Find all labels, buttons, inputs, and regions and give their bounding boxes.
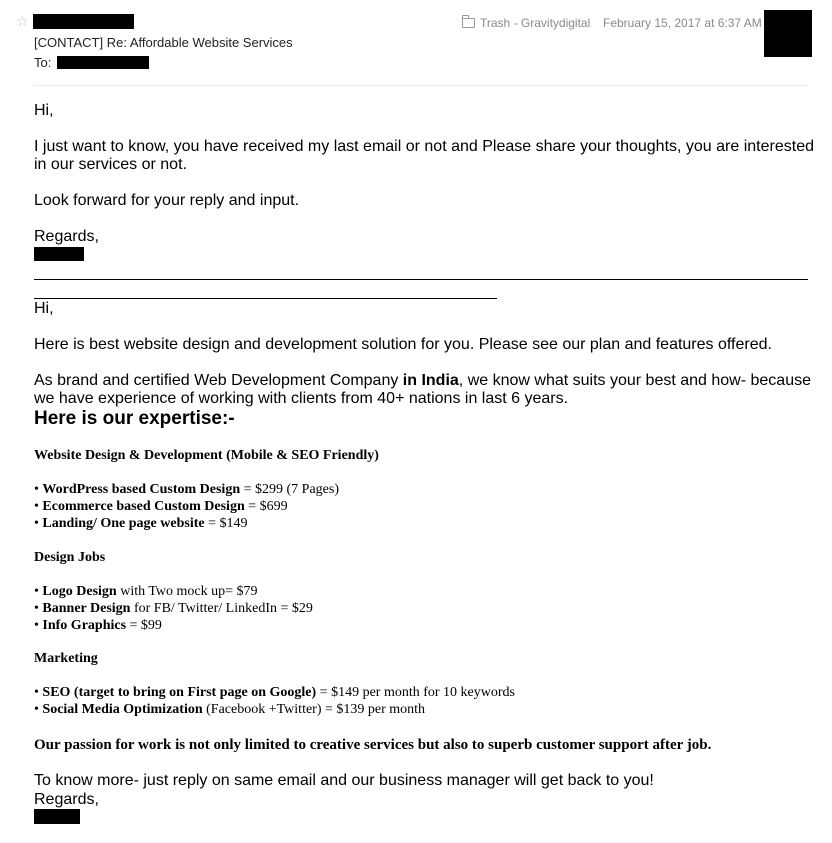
- sender-avatar-redacted: [764, 10, 812, 57]
- separator-line: [34, 279, 808, 280]
- item-price: = $149 per month for 10 keywords: [316, 685, 515, 700]
- item-name: Ecommerce based Custom Design: [42, 499, 245, 514]
- list-item: [34, 481, 816, 498]
- item-price: = $99: [126, 618, 162, 633]
- bullet: •: [34, 618, 39, 633]
- bullet: •: [34, 584, 39, 599]
- folder-icon: [462, 18, 475, 28]
- item-price: = $299 (7 Pages): [240, 482, 339, 497]
- item-name: Banner Design: [42, 601, 131, 616]
- section-title-web-design: Website Design & Development (Mobile & SEO Friendly): [34, 448, 379, 463]
- recipient-redacted: [57, 56, 149, 69]
- bullet: •: [34, 482, 39, 497]
- item-price: = $149: [204, 516, 248, 531]
- reply-signature-redacted: [34, 247, 84, 261]
- list-item: [34, 515, 816, 532]
- original-signoff: Regards,: [34, 791, 99, 808]
- bullet: •: [34, 601, 39, 616]
- brand-text-bold: in India: [402, 372, 459, 389]
- section-title-marketing: Marketing: [34, 651, 98, 666]
- reply-paragraph-2: Look forward for your reply and input.: [34, 192, 300, 209]
- message-header: [0, 0, 832, 86]
- original-signature-redacted: [34, 809, 80, 824]
- item-name: WordPress based Custom Design: [42, 482, 241, 497]
- brand-text-prefix: As brand and certified Web Development Company: [34, 372, 403, 389]
- star-icon[interactable]: ☆: [16, 13, 29, 29]
- item-price: for FB/ Twitter/ LinkedIn = $29: [130, 601, 313, 616]
- original-intro: Here is best website design and development solution for you. Please see our plan and features offered.: [34, 336, 772, 353]
- item-price: = $699: [244, 499, 288, 514]
- sender-name-redacted: [33, 14, 134, 29]
- reply-paragraph-1: I just want to know, you have received my last email or not and Please share your thoughts, you are interested in our services or not.: [34, 138, 814, 173]
- bullet: •: [34, 516, 39, 531]
- passion-statement: Our passion for work is not only limited to creative services but also to superb customer support after job.: [34, 737, 712, 753]
- section-title-design-jobs: Design Jobs: [34, 550, 106, 565]
- header-divider: [34, 85, 808, 86]
- closing-text: To know more- just reply on same email and our business manager will get back to you!: [34, 772, 654, 789]
- item-name: Info Graphics: [42, 618, 127, 633]
- email-subject: [CONTACT] Re: Affordable Website Services: [34, 35, 293, 50]
- item-name: Logo Design: [42, 584, 117, 599]
- item-name: SEO (target to bring on First page on Google): [42, 685, 317, 700]
- to-label: To:: [34, 55, 52, 70]
- mailbox-location[interactable]: [462, 15, 590, 31]
- item-price: with Two mock up= $79: [116, 584, 258, 599]
- list-item: [34, 701, 816, 718]
- original-brand-paragraph: [34, 372, 816, 408]
- bullet: •: [34, 499, 39, 514]
- email-date: February 15, 2017 at 6:37 AM: [603, 16, 762, 30]
- list-item: [34, 498, 816, 515]
- mailbox-label: Trash - Gravitydigital: [480, 16, 591, 30]
- bullet: •: [34, 702, 39, 717]
- bullet: •: [34, 685, 39, 700]
- separator-line-short: [34, 298, 497, 299]
- reply-greeting: Hi,: [34, 102, 54, 119]
- original-greeting: Hi,: [34, 300, 54, 317]
- item-name: Social Media Optimization: [42, 702, 203, 717]
- list-item: [34, 617, 816, 634]
- expertise-heading: Here is our expertise:-: [34, 408, 235, 429]
- item-name: Landing/ One page website: [42, 516, 205, 531]
- brand-text-suffix: , we know what suits your best and how- because we have experience of working with clients from 40+ nations in last 6 years.: [34, 372, 811, 407]
- list-item: [34, 600, 816, 617]
- reply-signoff: Regards,: [34, 228, 99, 245]
- list-item: [34, 684, 816, 701]
- item-price: (Facebook +Twitter) = $139 per month: [202, 702, 426, 717]
- list-item: [34, 583, 816, 600]
